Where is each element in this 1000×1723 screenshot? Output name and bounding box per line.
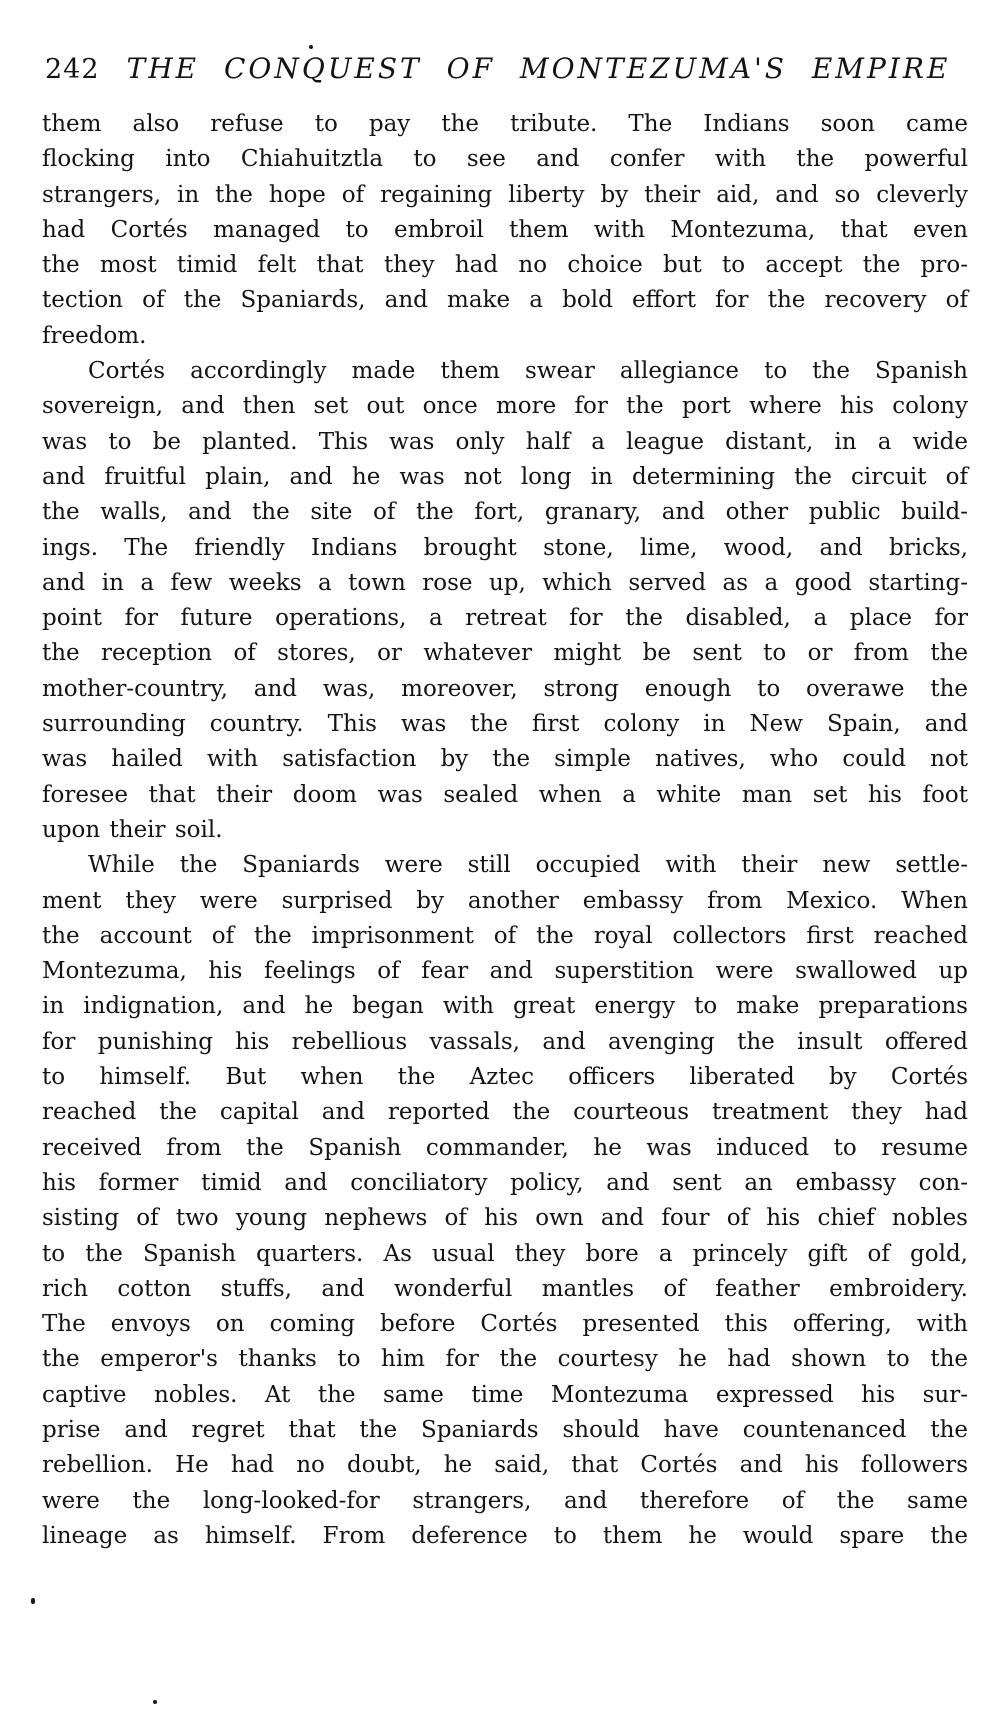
text-line: had Cortés managed to embroil them with Montezuma, that even	[42, 216, 968, 243]
text-line: rebellion. He had no doubt, he said, that Cortés and his followers	[42, 1452, 968, 1479]
text-line: sisting of two young nephews of his own and four of his chief nobles	[42, 1205, 968, 1232]
text-line: upon their soil.	[42, 816, 223, 843]
text-line: point for future operations, a retreat for the disabled, a place for	[42, 605, 968, 632]
scan-speck	[31, 1598, 35, 1604]
text-line: was hailed with satisfaction by the simple natives, who could not	[42, 746, 968, 773]
text-line: were the long-looked-for strangers, and therefore of the same	[42, 1487, 968, 1514]
text-line: prise and regret that the Spaniards should have countenanced the	[42, 1416, 968, 1443]
text-line: flocking into Chiahuitztla to see and confer with the powerful	[42, 146, 968, 173]
text-line: ment they were surprised by another embassy from Mexico. When	[42, 887, 968, 914]
text-line: for punishing his rebellious vassals, and avenging the insult offered	[42, 1028, 968, 1055]
scan-speck	[309, 45, 313, 49]
text-line: tection of the Spaniards, and make a bold effort for the recovery of	[42, 287, 968, 314]
text-line: surrounding country. This was the first colony in New Spain, and	[42, 711, 968, 738]
text-line: received from the Spanish commander, he was induced to resume	[42, 1134, 968, 1161]
text-line: mother-country, and was, moreover, strong enough to overawe the	[42, 675, 968, 702]
text-line: lineage as himself. From deference to them he would spare the	[42, 1522, 968, 1549]
text-line: the emperor's thanks to him for the courtesy he had shown to the	[42, 1346, 968, 1373]
page-number: 242	[45, 54, 100, 85]
text-line: in indignation, and he began with great energy to make preparations	[42, 993, 968, 1020]
text-line: rich cotton stuffs, and wonderful mantles of feather embroidery.	[42, 1275, 968, 1302]
text-line: ings. The friendly Indians brought stone, lime, wood, and bricks,	[42, 534, 968, 561]
text-line: Montezuma, his feelings of fear and superstition were swallowed up	[42, 958, 968, 985]
text-line: and fruitful plain, and he was not long in determining the circuit of	[42, 463, 968, 490]
text-line: Cortés accordingly made them swear allegiance to the Spanish	[88, 358, 968, 385]
text-line: his former timid and conciliatory policy, and sent an embassy con-	[42, 1169, 968, 1196]
text-line: to the Spanish quarters. As usual they bore a princely gift of gold,	[42, 1240, 968, 1267]
text-line: captive nobles. At the same time Montezuma expressed his sur-	[42, 1381, 968, 1408]
header-title: THE CONQUEST OF MONTEZUMA'S EMPIRE	[126, 52, 951, 85]
text-line: the walls, and the site of the fort, granary, and other public build-	[42, 499, 968, 526]
page-body	[42, 107, 968, 1554]
text-line: The envoys on coming before Cortés presented this offering, with	[42, 1311, 968, 1338]
text-line: was to be planted. This was only half a league distant, in a wide	[42, 428, 968, 455]
running-header	[45, 52, 965, 85]
text-line: the account of the imprisonment of the royal collectors first reached	[42, 922, 968, 949]
text-line: to himself. But when the Aztec officers liberated by Cortés	[42, 1064, 968, 1091]
scan-speck	[153, 1700, 157, 1704]
text-line: the reception of stores, or whatever might be sent to or from the	[42, 640, 968, 667]
text-line: and in a few weeks a town rose up, which served as a good starting-	[42, 569, 968, 596]
text-line: the most timid felt that they had no choice but to accept the pro-	[42, 252, 968, 279]
text-line: foresee that their doom was sealed when a white man set his foot	[42, 781, 968, 808]
text-line: While the Spaniards were still occupied with their new settle-	[88, 852, 968, 879]
text-line: them also refuse to pay the tribute. The Indians soon came	[42, 111, 968, 137]
text-line: freedom.	[42, 322, 147, 349]
text-line: strangers, in the hope of regaining liberty by their aid, and so cleverly	[42, 181, 968, 208]
text-line: reached the capital and reported the courteous treatment they had	[42, 1099, 968, 1126]
text-line: sovereign, and then set out once more for the port where his colony	[42, 393, 968, 420]
